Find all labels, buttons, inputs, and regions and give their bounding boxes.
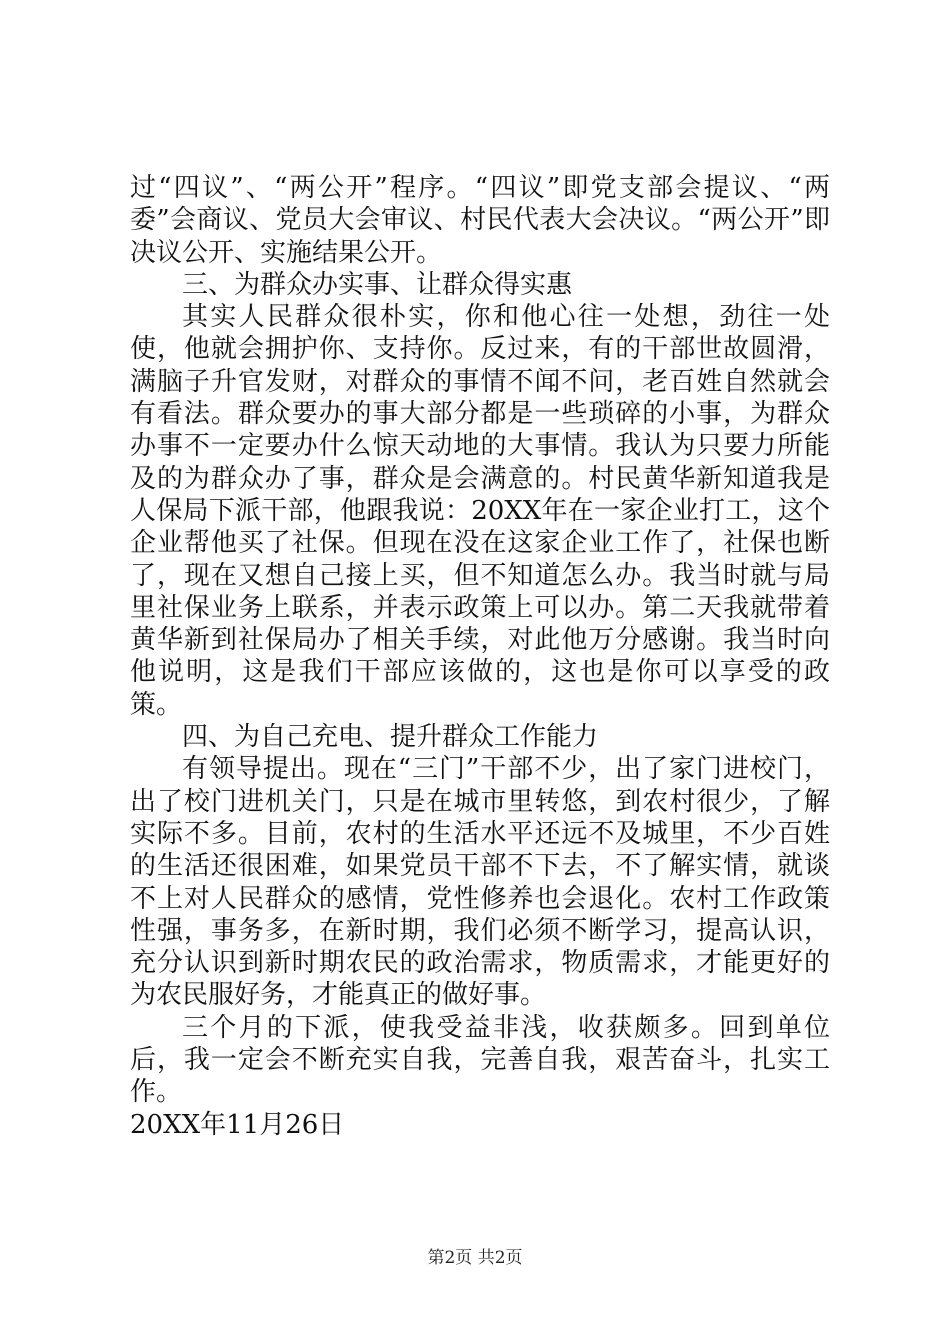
page-footer: 第2页 共2页	[427, 1248, 523, 1268]
paragraph-2: 其实人民群众很朴实，你和他心往一处想，劲往一处使，他就会拥护你、支持你。反过来，有的干部世故圆滑，满脑子升官发财，对群众的事情不闻不问，老百姓自然就会有看法。群众要办的事大部分都是一些琐碎的小事，为群众办事不一定要办什么惊天动地的大事情。我认为只要力所能及的为群众办了事，群众是会满意的。村民黄华新知道我是人保局下派干部，他跟我说：20XX年在一家企业打工，这个企业帮他买了社保。但现在没在这家企业工作了，社保也断了，现在又想自己接上买，但不知道怎么办。我当时就与局里社保业务上联系，并表示政策上可以办。第二天我就带着黄华新到社保局办了相关手续，对此他万分感谢。我当时向他说明，这是我们干部应该做的，这也是你可以享受的政策。	[130, 302, 830, 720]
paragraph-1: 过“四议”、“两公开”程序。“四议”即党支部会提议、“两委”会商议、党员大会审议、村民代表大会决议。“两公开”即决议公开、实施结果公开。	[130, 173, 830, 268]
paragraph-conclusion: 三个月的下派，使我受益非浅，收获颇多。回到单位后，我一定会不断充实自我，完善自我，艰苦奋斗，扎实工作。	[130, 1012, 830, 1108]
paragraph-3: 有领导提出。现在“三门”干部不少，出了家门进校门，出了校门进机关门，只是在城市里转悠，到农村很少，了解实际不多。目前，农村的生活水平还远不及城里，不少百姓的生活还很困难，如果党员干部不下去，不了解实情，就谈不上对人民群众的感情，党性修养也会退化。农村工作政策性强，事务多，在新时期，我们必须不断学习，提高认识，充分认识到新时期农民的政治需求，物质需求，才能更好的为农民服好务，才能真正的做好事。	[130, 754, 830, 1011]
section-heading-3: 三、为群众办实事、让群众得实惠	[182, 269, 573, 300]
section-heading-4: 四、为自己充电、提升群众工作能力	[182, 722, 599, 753]
document-date: 20XX年11月26日	[130, 1109, 345, 1140]
document-body	[130, 172, 830, 1141]
